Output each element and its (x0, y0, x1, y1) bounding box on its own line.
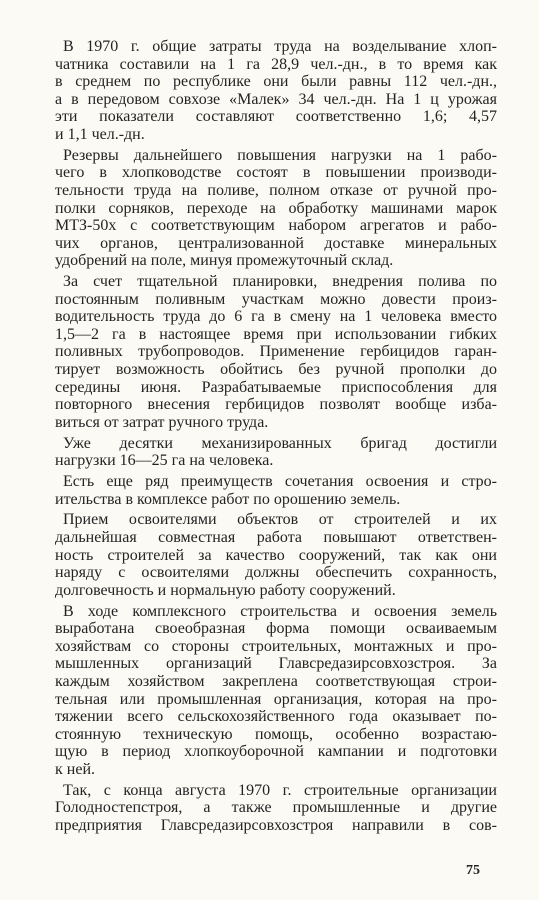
text-line: виться от затрат ручного труда. (55, 413, 269, 431)
text-line: середины июня. Разрабатываемые приспособления для (55, 378, 497, 396)
text-line: Есть еще ряд преимуществ сочетания освоения и стро- (63, 473, 497, 490)
text-line: мышленных организаций Главсредазирсовхозстроя. За (55, 655, 497, 673)
text-line: каждым хозяйством закреплена соответствующая строи- (55, 672, 497, 690)
text-line: хозяйствам со стороны строительных, монтажных и про- (55, 637, 497, 655)
paragraph-1 (55, 38, 497, 144)
paragraph-4 (55, 435, 497, 470)
text-line: Прием освоителями объектов от строителей и их (63, 511, 497, 529)
paragraph-2 (55, 147, 497, 270)
paragraph-8 (55, 782, 497, 835)
paragraph-7 (55, 603, 497, 779)
text-line: долговечность и нормальную работу сооружений. (55, 581, 396, 599)
text-line: чатника составили на 1 га 28,9 чел.-дн., в то время как (55, 55, 497, 73)
text-line: ительства в комплексе работ по орошению земель. (55, 490, 401, 508)
text-line: водительность труда до 6 га в смену на 1 человека вместо (55, 308, 497, 326)
text-line: тирует возможность обойтись без ручной прополки до (55, 361, 497, 379)
text-line: полки сорняков, переходе на обработку машинами марок (55, 199, 497, 217)
text-line: тяжении всего сельскохозяйственного года оказывает по- (55, 708, 497, 726)
paragraph-6 (55, 511, 497, 599)
text-line: За счет тщательной планировки, внедрения полива по (63, 273, 497, 291)
text-line: тельности труда на поливе, полном отказе от ручной про- (55, 181, 497, 199)
text-line: Так, с конца августа 1970 г. строительные организации (63, 781, 497, 799)
paragraph-3 (55, 273, 497, 431)
text-line: выработана своеобразная форма помощи осваиваемым (55, 620, 497, 638)
text-line: тельная или промышленная организация, которая на про- (55, 690, 497, 708)
text-line: дальнейшая совместная работа повышают ответствен- (55, 528, 497, 546)
text-line: В ходе комплексного строительства и освоения земель (63, 602, 497, 620)
text-line: предприятия Главсредазирсовхозстроя направили в сов- (55, 816, 497, 834)
text-line: повторного внесения гербицидов позволят вообще изба- (55, 396, 497, 414)
text-line: поливных трубопроводов. Применение гербицидов гаран- (55, 343, 497, 361)
text-line: а в передовом совхозе «Малек» 34 чел.-дн. На 1 ц урожая (55, 90, 497, 108)
text-line: удобрений на поле, минуя промежуточный склад. (55, 252, 394, 270)
text-line: чих органов, централизованной доставке минеральных (55, 234, 497, 252)
text-line: в среднем по республике они были равны 112 чел.-дн., (55, 73, 497, 91)
text-line: чего в хлопководстве состоят в повышении производи- (55, 164, 497, 182)
text-line: Уже десятки механизированных бригад достигли (63, 434, 497, 452)
text-line: Резервы дальнейшего повышения нагрузки на 1 рабо- (63, 146, 497, 164)
text-line: эти показатели составляют соответственно 1,6; 4,57 (55, 108, 497, 126)
text-line: постоянным поливным участкам можно довести произ- (55, 290, 497, 308)
paragraph-5 (55, 473, 497, 508)
text-line: Голодностепстроя, а также промышленные и другие (55, 799, 497, 817)
text-line: к ней. (55, 760, 95, 778)
text-line: ность строителей за качество сооружений, так как они (55, 546, 497, 564)
text-line: щую в период хлопкоуборочной кампании и подготовки (55, 743, 497, 761)
text-line: стоянную техническую помощь, особенно возрастаю- (55, 725, 497, 743)
text-line: и 1,1 чел.-дн. (55, 125, 145, 143)
text-line: 1,5—2 га в настоящее время при использовании гибких (55, 325, 497, 343)
text-line: В 1970 г. общие затраты труда на возделывание хлоп- (63, 38, 497, 55)
text-line: нагрузки 16—25 га на человека. (55, 452, 274, 470)
book-page-text (55, 38, 497, 838)
text-line: наряду с освоителями должны обеспечить сохранность, (55, 564, 497, 582)
page-number: 75 (466, 863, 480, 878)
text-line: МТЗ-50х с соответствующим набором агрегатов и рабо- (55, 217, 497, 235)
